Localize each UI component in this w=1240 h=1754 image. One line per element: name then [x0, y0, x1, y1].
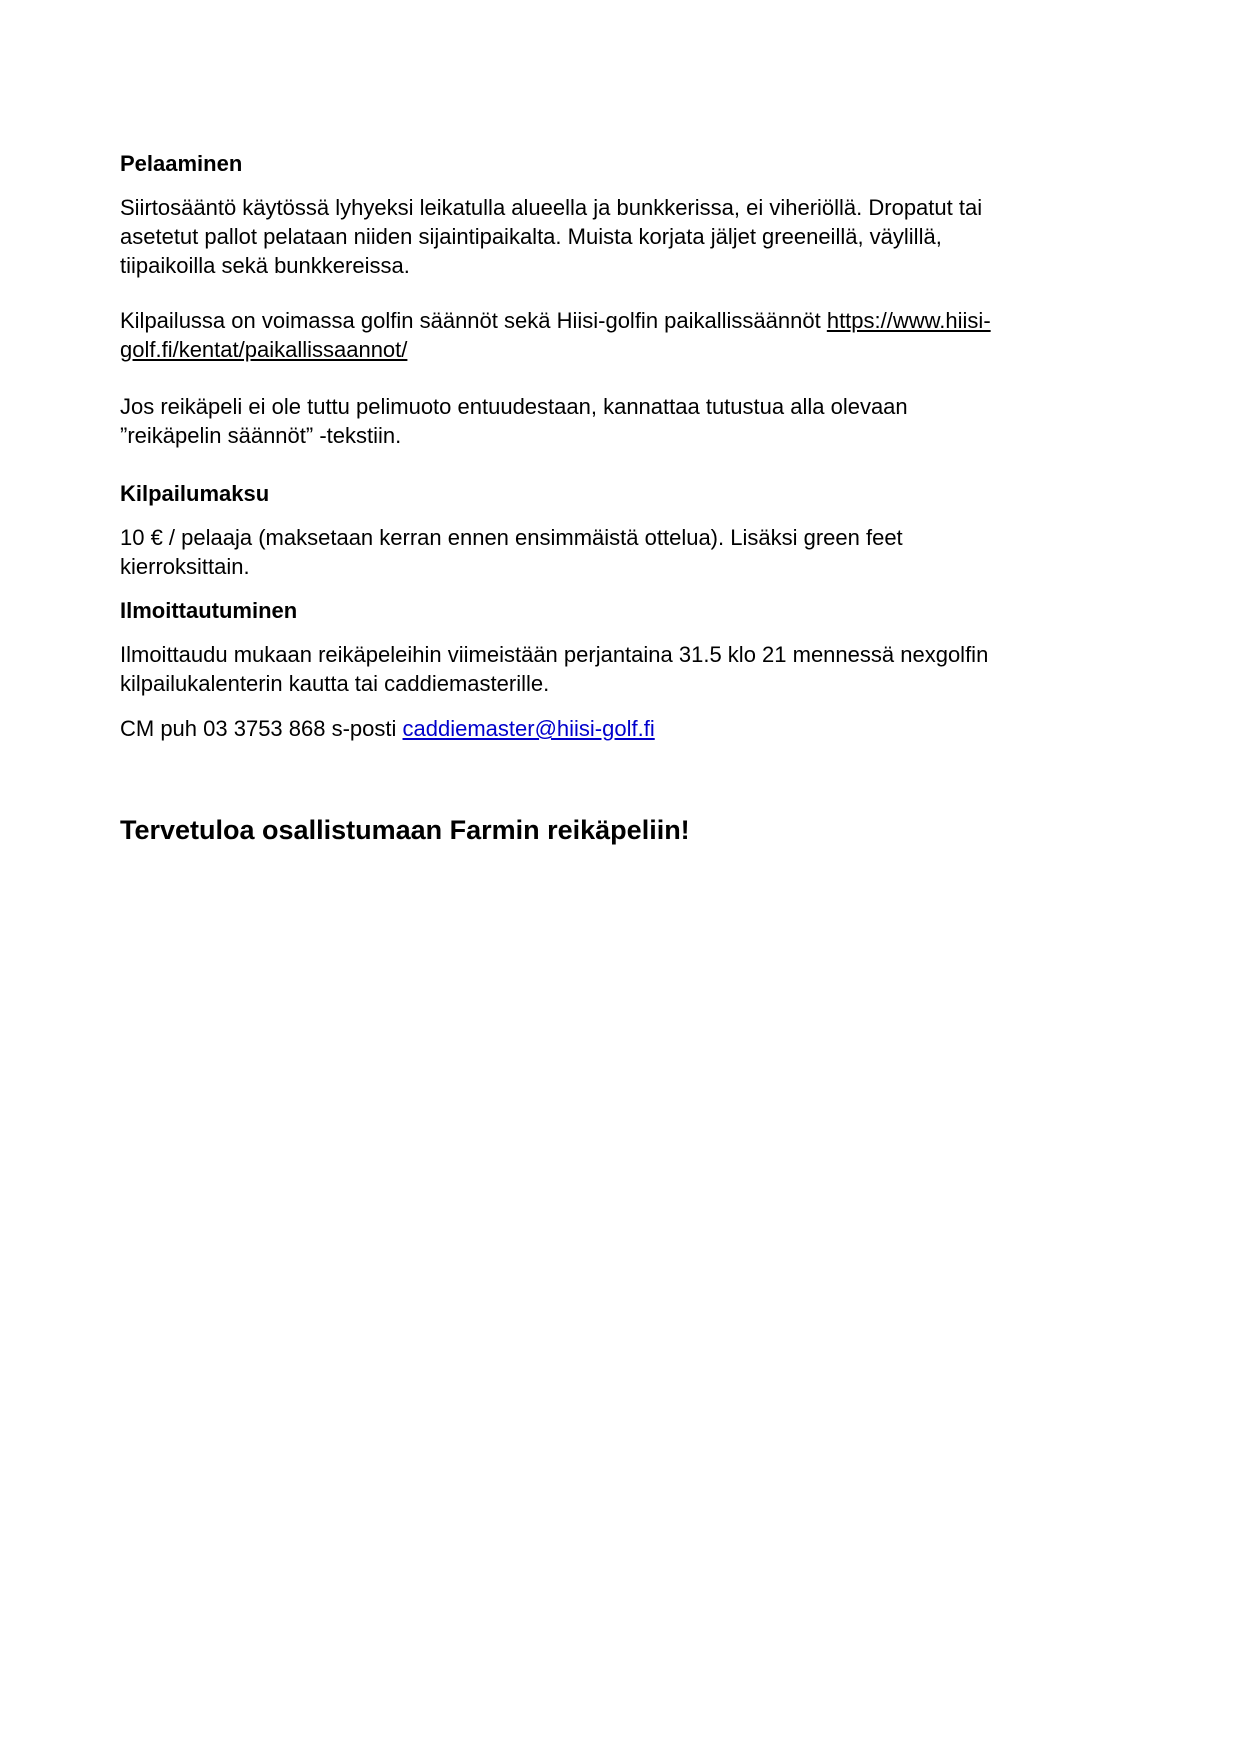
rules-paragraph: [120, 306, 1120, 364]
pelaaminen-line-3: tiipaikoilla sekä bunkkereissa.: [120, 253, 410, 278]
section-heading-ilmoittautuminen: Ilmoittautuminen: [120, 598, 298, 623]
pelaaminen-line-2: asetetut pallot pelataan niiden sijaintipaikalta. Muista korjata jäljet greeneillä, väylillä,: [120, 224, 942, 249]
matchplay-info-paragraph: [120, 392, 1120, 450]
rules-text: Kilpailussa on voimassa golfin säännöt sekä Hiisi-golfin paikallissäännöt: [120, 308, 827, 333]
contact-line: [120, 714, 1120, 743]
ilmoittautuminen-line-1: Ilmoittaudu mukaan reikäpeleihin viimeistään perjantaina 31.5 klo 21 mennessä nexgolfin: [120, 642, 989, 667]
ilmoittautuminen-line-2: kilpailukalenterin kautta tai caddiemasterille.: [120, 671, 550, 696]
ilmoittautuminen-paragraph: [120, 640, 1120, 698]
caddiemaster-email-link[interactable]: caddiemaster@hiisi-golf.fi: [402, 716, 655, 741]
kilpailumaksu-line-1: 10 € / pelaaja (maksetaan kerran ennen ensimmäistä ottelua). Lisäksi green feet: [120, 525, 903, 550]
section-heading-kilpailumaksu: Kilpailumaksu: [120, 481, 270, 506]
welcome-heading: Tervetuloa osallistumaan Farmin reikäpeliin!: [120, 815, 690, 845]
local-rules-link-part-1[interactable]: https://www.hiisi-: [826, 308, 991, 333]
local-rules-link-part-2[interactable]: golf.fi/kentat/paikallissaannot/: [120, 337, 408, 362]
matchplay-info-line-1: Jos reikäpeli ei ole tuttu pelimuoto entuudestaan, kannattaa tutustua alla olevaan: [120, 394, 908, 419]
matchplay-info-line-2: ”reikäpelin säännöt” -tekstiin.: [120, 423, 402, 448]
section-heading-pelaaminen: Pelaaminen: [120, 151, 243, 176]
rules-line-1: [120, 306, 1120, 335]
contact-prefix: CM puh 03 3753 868 s-posti: [120, 716, 403, 741]
pelaaminen-paragraph: [120, 193, 1120, 280]
kilpailumaksu-line-2: kierroksittain.: [120, 554, 250, 579]
pelaaminen-line-1: Siirtosääntö käytössä lyhyeksi leikatulla alueella ja bunkkerissa, ei viheriöllä. Dropatut tai: [120, 195, 983, 220]
kilpailumaksu-paragraph: [120, 523, 1120, 581]
rules-line-2: [120, 335, 1120, 364]
